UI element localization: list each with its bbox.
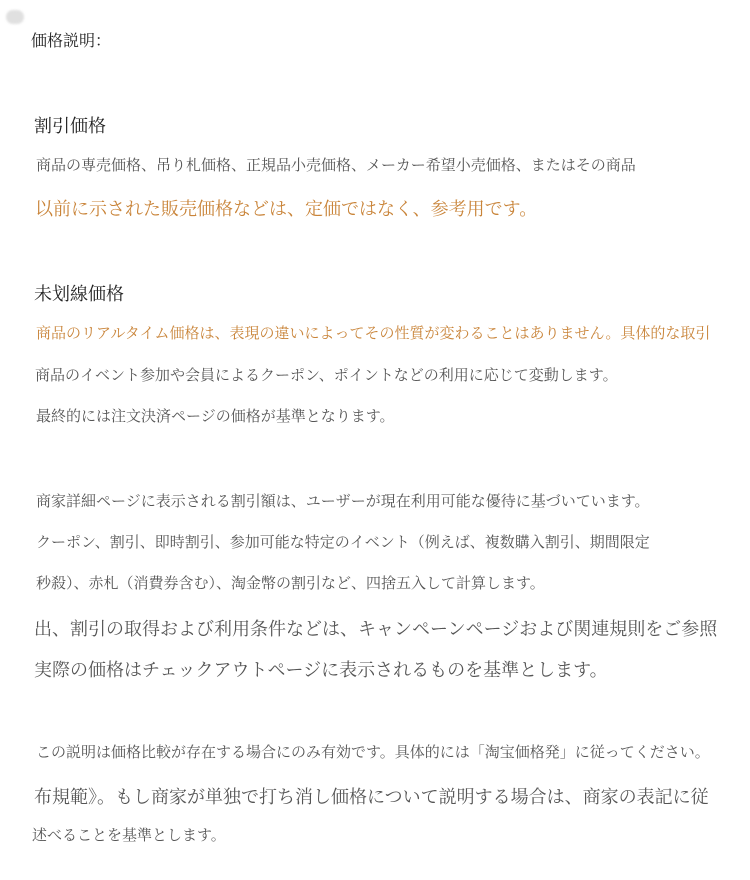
merchant-discount-text-3: 秒殺）、赤札（消費券含む）、淘金幣の割引など、四捨五入して計算します。	[36, 574, 545, 592]
discount-price-title: 割引価格	[34, 116, 106, 137]
unmarked-price-text-2: 商品のイベント参加や会員によるクーポン、ポイントなどの利用に応じて変動します。	[35, 366, 618, 384]
discount-price-text-1: 商品の専売価格、吊り札価格、正規品小売価格、メーカー希望小売価格、またはその商品	[36, 156, 636, 174]
unmarked-price-text-3: 最終的には注文決済ページの価格が基準となります。	[36, 407, 395, 425]
avatar-blur-icon	[6, 10, 24, 24]
merchant-discount-text-2: クーポン、割引、即時割引、参加可能な特定のイベント（例えば、複数購入割引、期間限定	[36, 533, 650, 551]
comparison-note-text-1: この説明は価格比較が存在する場合にのみ有効です。具体的には「淘宝価格発」に従ってください。	[36, 743, 710, 761]
discount-price-text-2: 以前に示された販売価格などは、定価ではなく、参考用です。	[35, 199, 538, 220]
merchant-discount-text-1: 商家詳細ページに表示される割引額は、ユーザーが現在利用可能な優待に基づいています。	[36, 492, 650, 510]
comparison-note-text-3: 述べることを基準とします。	[32, 826, 226, 844]
merchant-discount-text-4: 出、割引の取得および利用条件などは、キャンペーンページおよび関連規則をご参照	[34, 619, 718, 640]
price-explanation-label: 価格説明：	[31, 31, 112, 50]
unmarked-price-text-1: 商品のリアルタイム価格は、表現の違いによってその性質が変わることはありません。具体的な取引	[36, 324, 711, 342]
merchant-discount-text-5: 実際の価格はチェックアウトページに表示されるものを基準とします。	[34, 660, 608, 681]
unmarked-price-title: 未划線価格	[34, 284, 124, 305]
comparison-note-text-2: 布規範》。もし商家が単独で打ち消し価格について説明する場合は、商家の表記に従	[34, 787, 709, 808]
